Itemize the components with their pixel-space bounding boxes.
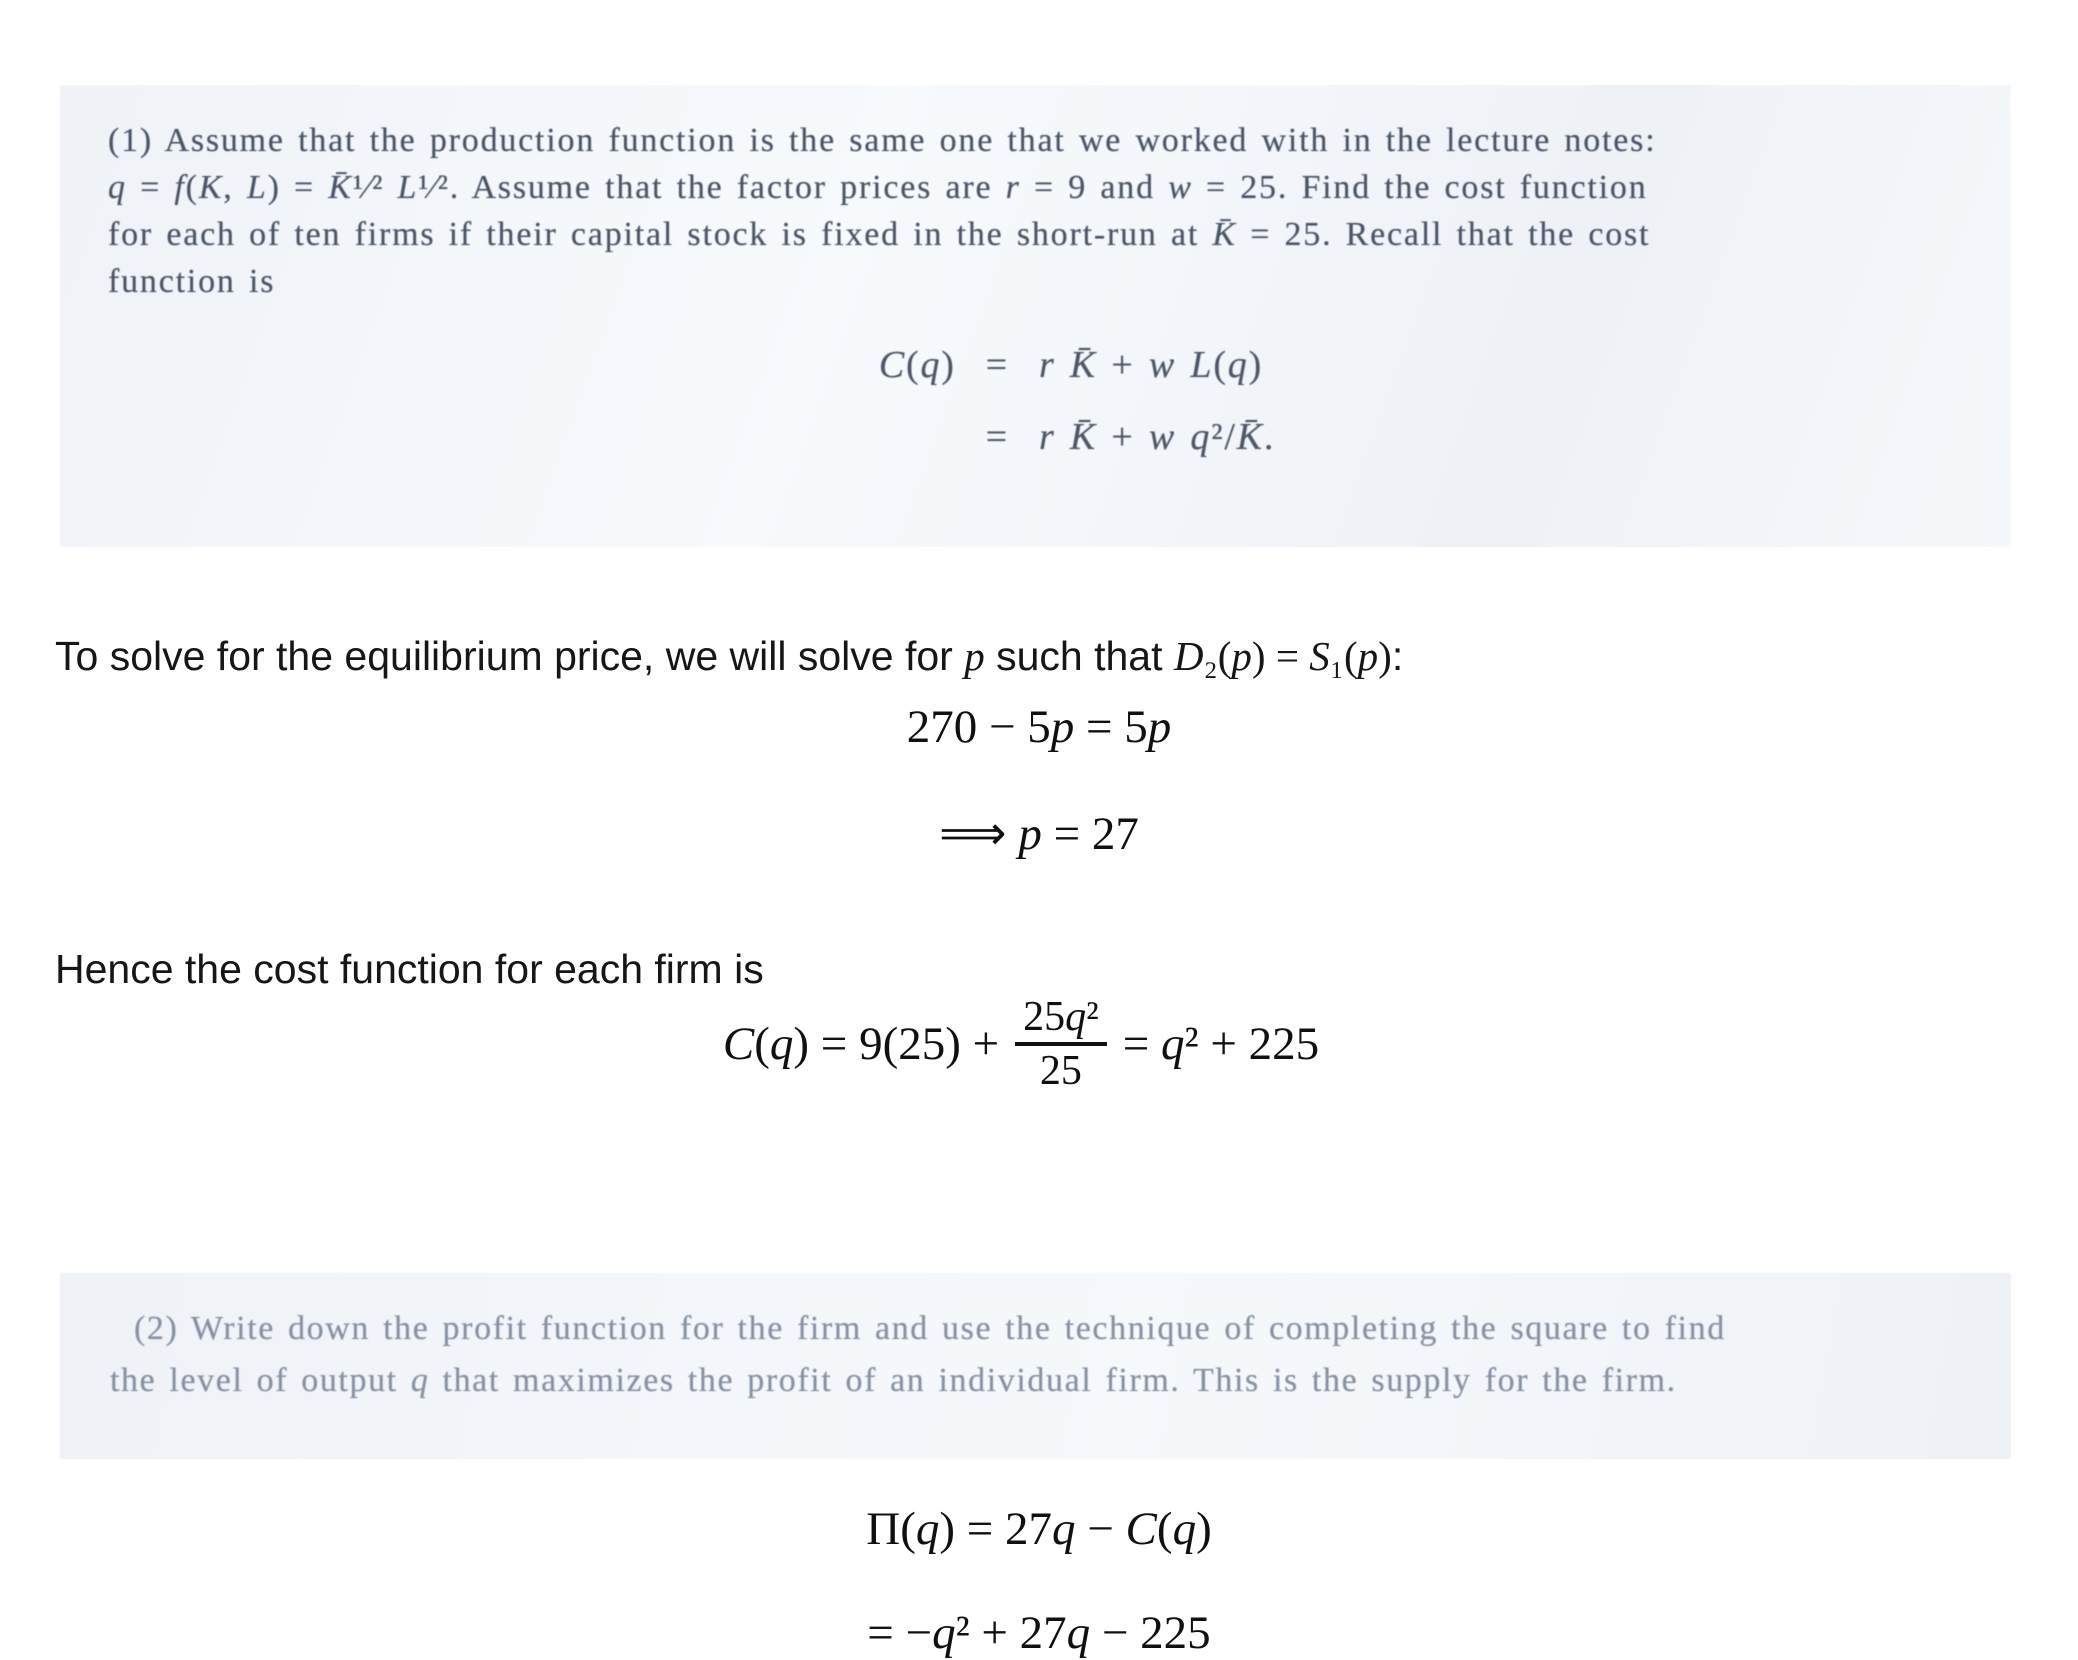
equilibrium-intro-text: To solve for the equilibrium price, we will solve for p such that D₂(p) = S₁(p):: [55, 633, 1404, 679]
firm-cost-equation: [0, 992, 2060, 1097]
problem-1-line: (1) Assume that the production function is the same one that we worked with in the lecture notes:: [108, 122, 1657, 159]
problem-1-line: function is: [108, 263, 276, 300]
fraction-denominator: 25: [1039, 1048, 1082, 1095]
problem-2-scanned-block: [60, 1273, 2011, 1459]
equation-row: [844, 411, 1275, 463]
cost-function-definition-equation: [844, 339, 1275, 463]
equals-sign: =: [985, 416, 1009, 458]
equation-rhs: r K̄ + w L(q): [1039, 344, 1264, 386]
equation-lhs: [844, 411, 956, 463]
profit-expanded-equation: = −q² + 27q − 225: [867, 1607, 1211, 1659]
problem-1-line: for each of ten firms if their capital stock is fixed in the short-run at K̄ = 25. Recall that the cost: [108, 216, 1651, 253]
problem-1-line: q = f(K, L) = K̄¹⁄² L¹⁄². Assume that the factor prices are r = 9 and w = 25. Find the cost function: [108, 169, 1648, 206]
cost-equation-left: C(q) = 9(25) +: [722, 1018, 1000, 1071]
problem-2-line: (2) Write down the profit function for the firm and use the technique of completing the square to find: [134, 1310, 1726, 1347]
problem-1-scanned-block: [60, 85, 2011, 547]
equilibrium-price-equation: ⟹ p = 27: [939, 808, 1139, 860]
equation-lhs: C(q): [878, 344, 956, 386]
equals-sign: =: [985, 344, 1009, 386]
demand-supply-equation: 270 − 5p = 5p: [906, 701, 1172, 753]
problem-2-line: the level of output q that maximizes the profit of an individual firm. This is the supply for the firm.: [110, 1362, 1677, 1399]
fraction-numerator: 25q²: [1023, 994, 1099, 1040]
equation-rhs: r K̄ + w q²/K̄.: [1039, 416, 1276, 458]
fraction: [1015, 992, 1107, 1097]
hence-text: Hence the cost function for each firm is: [55, 946, 764, 992]
profit-function-equation: Π(q) = 27q − C(q): [866, 1503, 1212, 1555]
cost-equation-right: = q² + 225: [1122, 1018, 1320, 1071]
equation-row: [844, 339, 1275, 391]
